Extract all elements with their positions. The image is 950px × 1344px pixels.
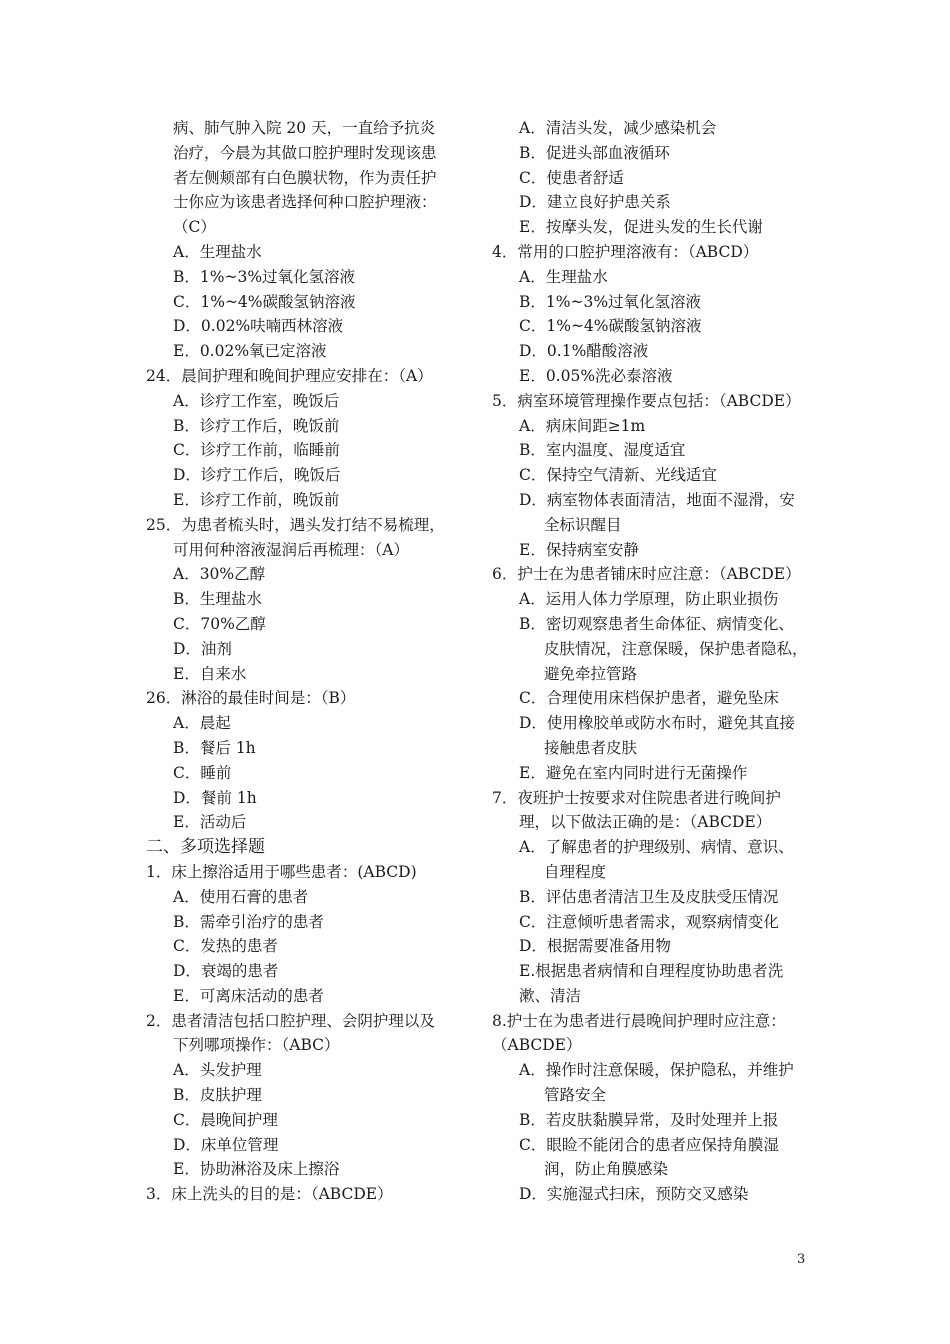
text-line: D．床单位管理	[173, 1135, 279, 1154]
text-line: 6．护士在为患者铺床时应注意：（ABCDE）	[492, 565, 801, 584]
text-line: 25．为患者梳头时，遇头发打结不易梳理，	[146, 515, 445, 534]
text-line: C．合理使用床档保护患者，避免坠床	[519, 689, 779, 708]
text-line: C．70%乙醇	[173, 614, 266, 633]
text-line: B．餐后 1h	[173, 738, 256, 757]
text-line: B．生理盐水	[173, 590, 262, 609]
text-line: D．餐前 1h	[173, 788, 257, 807]
text-line: 者左侧颊部有白色膜状物，作为责任护	[173, 168, 437, 187]
text-line: 4．常用的口腔护理溶液有：（ABCD）	[492, 242, 759, 261]
page-number: 3	[797, 1252, 806, 1267]
text-line: B．皮肤护理	[173, 1086, 262, 1105]
text-line: C．1%~4%碳酸氢钠溶液	[173, 292, 356, 311]
text-line: B．密切观察患者生命体征、病情变化、	[519, 614, 794, 633]
text-line: B．若皮肤黏膜异常，及时处理并上报	[519, 1110, 779, 1129]
text-line: E．协助淋浴及床上擦浴	[173, 1160, 340, 1179]
text-line: E．可离床活动的患者	[173, 986, 324, 1005]
text-line: B．室内温度、湿度适宜	[519, 441, 686, 460]
text-line: A．诊疗工作室，晚饭后	[173, 391, 340, 410]
text-line: A．清洁头发，减少感染机会	[519, 119, 717, 137]
text-line: E．避免在室内同时进行无菌操作	[519, 763, 748, 782]
text-line: 病、肺气肿入院 20 天，一直给予抗炎	[173, 119, 436, 137]
text-line: E．活动后	[173, 813, 247, 832]
text-line: D．根据需要准备用物	[519, 937, 671, 956]
text-line: C．注意倾听患者需求，观察病情变化	[519, 912, 779, 931]
text-line: 皮肤情况，注意保暖，保护患者隐私，	[544, 639, 808, 658]
text-line: C．发热的患者	[173, 937, 278, 956]
text-line: 7．夜班护士按要求对住院患者进行晚间护	[492, 788, 781, 807]
text-line: 治疗，今晨为其做口腔护理时发现该患	[173, 143, 437, 162]
text-line: 全标识醒目	[544, 515, 622, 534]
text-line: C．晨晚间护理	[173, 1110, 278, 1129]
text-line: 自理程度	[544, 862, 607, 881]
text-line: 避免牵拉管路	[544, 664, 638, 683]
text-line: 3．床上洗头的目的是：（ABCDE）	[146, 1185, 393, 1204]
text-line: A．使用石膏的患者	[173, 887, 309, 906]
text-line: A．生理盐水	[173, 242, 262, 261]
text-line: D．病室物体表面清洁，地面不湿滑，安	[519, 490, 795, 509]
text-line: 26．淋浴的最佳时间是：（B）	[146, 689, 356, 708]
text-line: 士你应为该患者选择何种口腔护理液：	[173, 193, 437, 212]
text-line: B．需牵引治疗的患者	[173, 912, 324, 931]
text-line: D．0.1%醋酸溶液	[519, 342, 649, 361]
text-line: 8.护士在为患者进行晨晚间护理时应注意：	[492, 1011, 786, 1030]
text-line: A．头发护理	[173, 1061, 262, 1080]
text-line: E．0.05%洗必泰溶液	[519, 366, 673, 385]
text-line: E．自来水	[173, 664, 247, 683]
text-line: C．诊疗工作前，临睡前	[173, 441, 340, 460]
text-line: A．运用人体力学原理，防止职业损伤	[519, 590, 779, 609]
text-line: B．诊疗工作后，晚饭前	[173, 416, 340, 435]
text-line: D．衰竭的患者	[173, 962, 279, 981]
text-line: 润，防止角膜感染	[544, 1160, 669, 1179]
text-line: B．促进头部血液循环	[519, 143, 670, 162]
text-line: C．1%~4%碳酸氢钠溶液	[519, 317, 702, 336]
text-line: D．诊疗工作后，晚饭后	[173, 466, 341, 485]
text-line: D．实施湿式扫床，预防交叉感染	[519, 1185, 749, 1204]
text-line: （ABCDE）	[492, 1036, 582, 1055]
text-line: E．0.02%氧已定溶液	[173, 342, 327, 361]
text-line: B．评估患者清洁卫生及皮肤受压情况	[519, 887, 779, 906]
text-line: （C）	[173, 218, 216, 237]
text-line: C．使患者舒适	[519, 168, 624, 187]
right-column	[492, 116, 812, 1207]
text-line: A．了解患者的护理级别、病情、意识、	[519, 838, 794, 857]
text-line: A．晨起	[173, 714, 231, 733]
text-line: 接触患者皮肤	[544, 738, 638, 757]
text-line: 理，以下做法正确的是：（ABCDE）	[519, 813, 772, 832]
text-line: E．按摩头发，促进头发的生长代谢	[519, 218, 763, 237]
text-line: E．保持病室安静	[519, 540, 639, 559]
text-line: 2．患者清洁包括口腔护理、会阴护理以及	[146, 1011, 435, 1030]
text-line: 漱、清洁	[519, 986, 582, 1005]
text-line: D．0.02%呋喃西林溶液	[173, 317, 344, 336]
text-line: 下列哪项操作：（ABC）	[173, 1036, 340, 1055]
text-line: E．诊疗工作前，晚饭前	[173, 490, 340, 509]
text-line: A．30%乙醇	[173, 565, 266, 584]
text-line: A．生理盐水	[519, 267, 608, 286]
section-heading: 二、多项选择题	[146, 837, 265, 858]
text-line: C．保持空气清新、光线适宜	[519, 466, 717, 485]
left-column	[146, 116, 471, 1207]
text-line: A．操作时注意保暖，保护隐私，并维护	[519, 1061, 794, 1080]
text-line: 可用何种溶液湿润后再梳理：（A）	[173, 540, 409, 559]
text-line: C．眼睑不能闭合的患者应保持角膜湿	[519, 1135, 779, 1154]
text-line: A．病床间距≥1m	[519, 416, 646, 435]
text-line: B．1%~3%过氧化氢溶液	[519, 292, 702, 311]
text-line: E.根据患者病情和自理程度协助患者洗	[519, 962, 784, 981]
text-line: D．使用橡胶单或防水布时，避免其直接	[519, 714, 795, 733]
text-line: D．建立良好护患关系	[519, 193, 671, 212]
text-line: 5．病室环境管理操作要点包括：（ABCDE）	[492, 391, 801, 410]
text-line: 1．床上擦浴适用于哪些患者：(ABCD)	[146, 862, 417, 881]
text-line: 24．晨间护理和晚间护理应安排在：（A）	[146, 366, 433, 385]
text-line: 管路安全	[544, 1086, 607, 1105]
text-line: C．睡前	[173, 763, 232, 782]
text-line: B．1%~3%过氧化氢溶液	[173, 267, 356, 286]
text-line: D．油剂	[173, 639, 232, 658]
